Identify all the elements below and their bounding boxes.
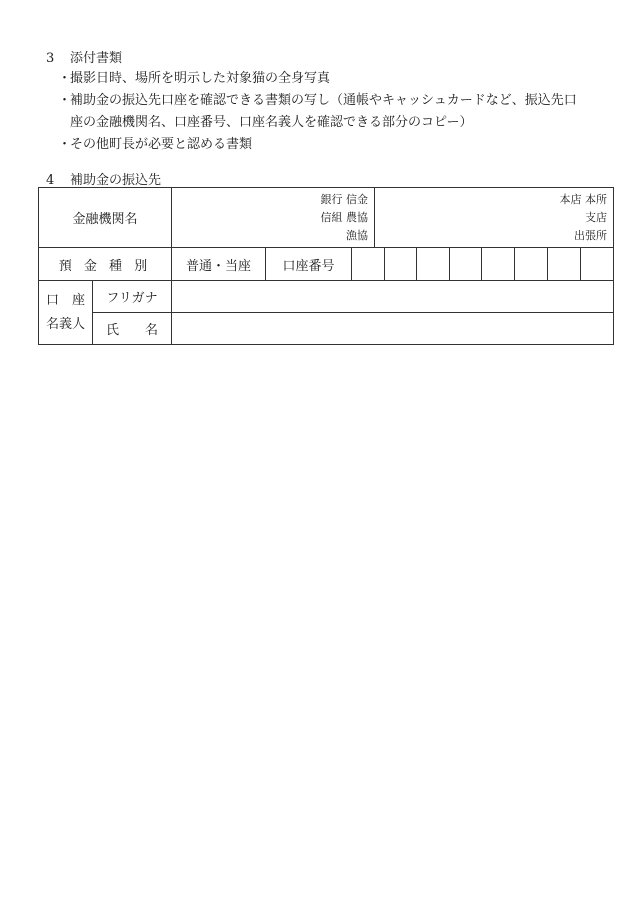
- branch-type-option: 支店: [585, 210, 608, 224]
- bullet-mark: ・: [58, 137, 72, 152]
- section-4-number: 4: [46, 173, 55, 188]
- furigana-row: [39, 281, 614, 313]
- branch-name-field[interactable]: [375, 188, 614, 248]
- account-number-label: 口座番号: [266, 248, 352, 281]
- section-3-title: 添付書類: [70, 51, 123, 66]
- furigana-label: フリガナ: [93, 281, 172, 313]
- bank-name-field[interactable]: [172, 188, 375, 248]
- attachment-item-text: 補助金の振込先口座を確認できる書類の写し（通帳やキャッシュカードなど、振込先口 座の金融機関名、口座番号、口座名義人を確認できる部分のコピー）: [70, 93, 577, 130]
- holder-name-input[interactable]: [172, 313, 614, 345]
- account-number-digit-box[interactable]: [482, 248, 515, 281]
- bank-type-option: 信組 農協: [320, 210, 369, 224]
- account-number-digit-box[interactable]: [385, 248, 417, 281]
- bank-type-option: 漁協: [346, 228, 369, 242]
- branch-type-option: 本店 本所: [559, 192, 608, 206]
- account-holder-label-line2: 名義人: [45, 316, 85, 332]
- section-4-heading: [46, 169, 161, 188]
- holder-name-row: [39, 313, 614, 345]
- account-holder-label-line1: 口 座: [45, 292, 85, 308]
- bullet-mark: ・: [58, 71, 72, 86]
- section-3-heading: [46, 47, 122, 66]
- bank-name-label: 金融機関名: [39, 188, 172, 248]
- attachment-item-text: その他町長が必要と認める書類: [70, 137, 253, 152]
- attachment-list: [58, 68, 598, 156]
- bank-transfer-table: [38, 187, 614, 345]
- furigana-input[interactable]: [172, 281, 614, 313]
- account-holder-label: [39, 281, 93, 345]
- bank-type-option: 銀行 信金: [320, 192, 369, 206]
- account-number-digit-box[interactable]: [352, 248, 385, 281]
- attachment-item-text: 撮影日時、場所を明示した対象猫の全身写真: [70, 71, 331, 86]
- account-number-digit-box[interactable]: [581, 248, 614, 281]
- account-number-digit-box[interactable]: [548, 248, 581, 281]
- account-number-digit-box[interactable]: [450, 248, 482, 281]
- deposit-type-label: 預 金 種 別: [39, 248, 172, 281]
- bank-name-row: [39, 188, 614, 248]
- bullet-mark: ・: [58, 93, 72, 108]
- attachment-item: [58, 134, 598, 156]
- branch-type-option: 出張所: [574, 228, 608, 242]
- attachment-item: [58, 68, 598, 90]
- deposit-type-row: [39, 248, 614, 281]
- holder-name-label: 氏 名: [93, 313, 172, 345]
- deposit-type-options[interactable]: 普通・当座: [172, 248, 266, 281]
- account-number-digit-box[interactable]: [515, 248, 548, 281]
- section-3-number: 3: [46, 51, 55, 66]
- account-number-digit-box[interactable]: [417, 248, 450, 281]
- attachment-item: [58, 90, 598, 134]
- section-4-title: 補助金の振込先: [70, 173, 162, 188]
